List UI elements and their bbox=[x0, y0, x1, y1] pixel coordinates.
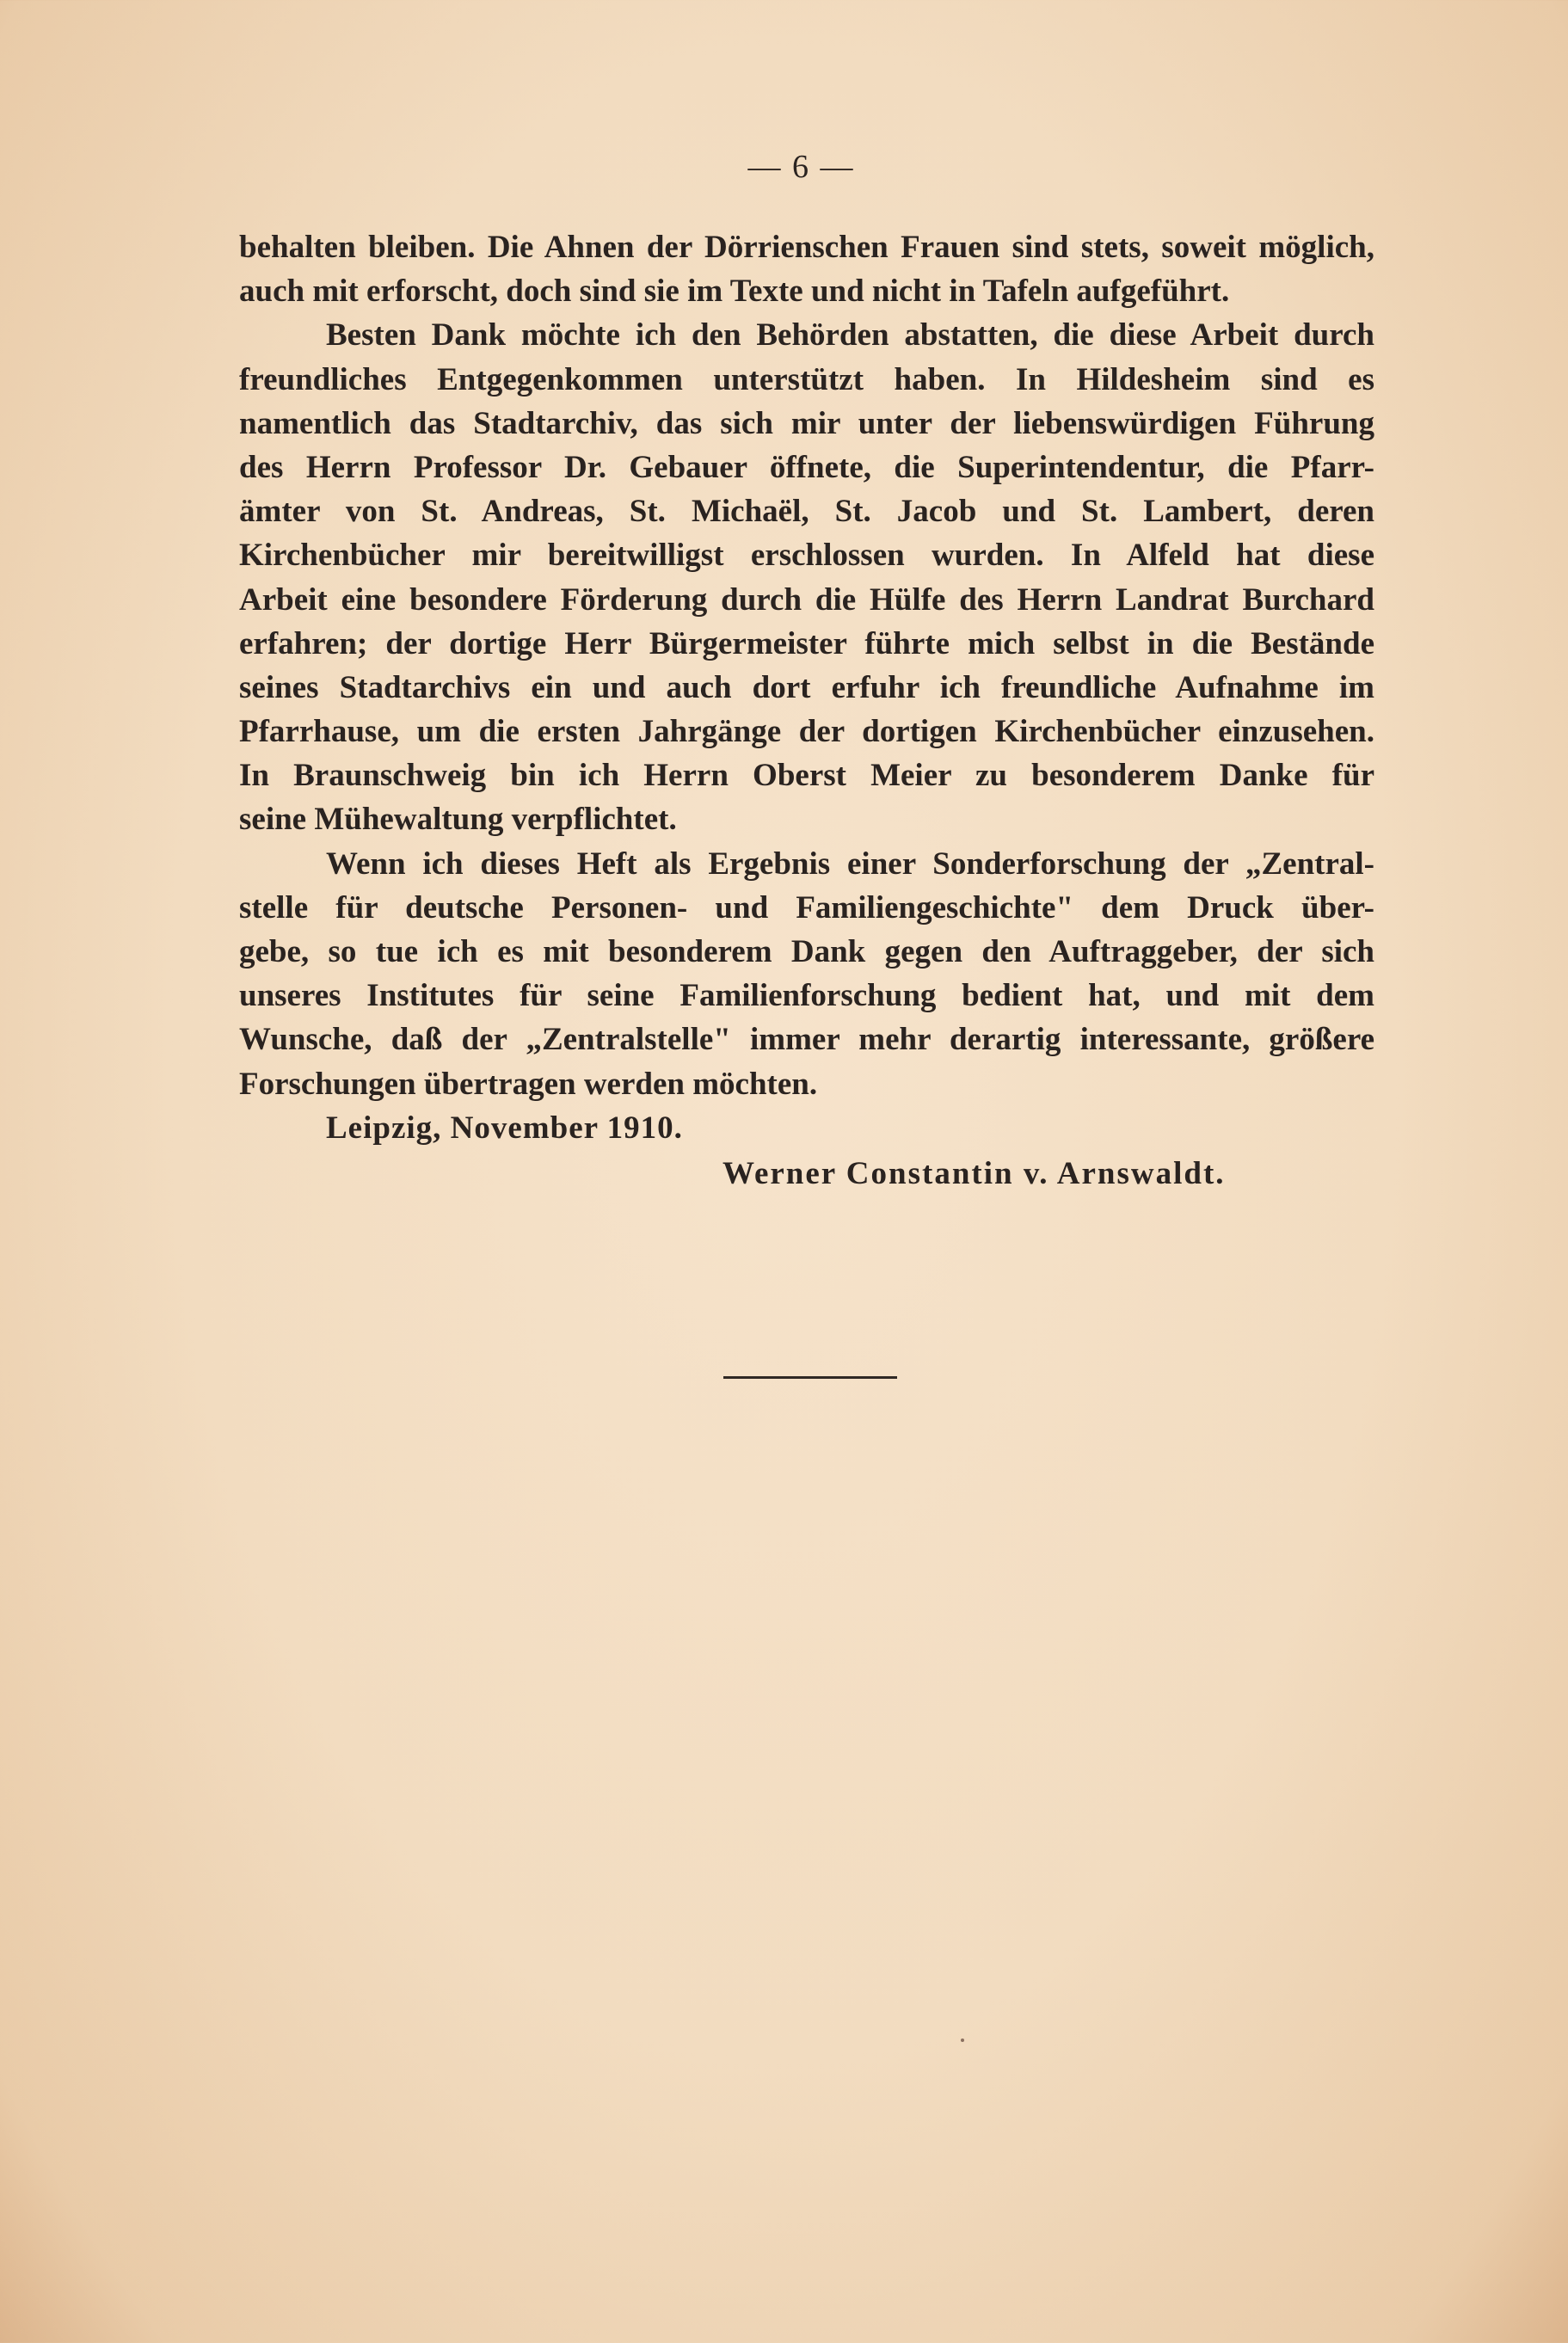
text-line: ämter von St. Andreas, St. Michaël, St. Jacob und St. Lambert, deren bbox=[239, 494, 1374, 530]
text-line: Besten Dank möchte ich den Behörden abstatten, die diese Arbeit durch bbox=[326, 317, 1374, 354]
text-line: behalten bleiben. Die Ahnen der Dörrienschen Frauen sind stets, soweit möglich, bbox=[239, 230, 1374, 265]
text-line: seine Mühewaltung verpflichtet. bbox=[239, 802, 677, 838]
text-line: des Herrn Professor Dr. Gebauer öffnete, die Superintendentur, die Pfarr- bbox=[239, 449, 1374, 485]
text-line: stelle für deutsche Personen- und Familiengeschichte" dem Druck über- bbox=[239, 889, 1374, 926]
text-line: seines Stadtarchivs ein und auch dort erfuhr ich freundliche Aufnahme im bbox=[239, 669, 1374, 705]
body-text bbox=[239, 225, 1374, 1106]
text-line: freundliches Entgegenkommen unterstützt haben. In Hildesheim sind es bbox=[239, 361, 1374, 397]
text-line: Kirchenbücher mir bereitwilligst erschlossen wurden. In Alfeld hat diese bbox=[239, 538, 1374, 574]
text-line: In Braunschweig bin ich Herrn Oberst Meier zu besonderem Danke für bbox=[239, 758, 1374, 794]
place-date: Leipzig, November 1910. bbox=[326, 1110, 683, 1146]
text-line: gebe, so tue ich es mit besonderem Dank gegen den Auftraggeber, der sich bbox=[239, 934, 1374, 969]
text-line: Wunsche, daß der „Zentralstelle" immer mehr derartig interessante, größere bbox=[239, 1022, 1374, 1058]
signature: Werner Constantin v. Arnswaldt. bbox=[723, 1156, 1226, 1191]
text-line: erfahren; der dortige Herr Bürgermeister führte mich selbst in die Bestände bbox=[239, 625, 1374, 661]
page-number: — 6 — bbox=[747, 149, 855, 185]
text-line: Wenn ich dieses Heft als Ergebnis einer Sonderforschung der „Zentral- bbox=[326, 846, 1374, 882]
text-line: Pfarrhause, um die ersten Jahrgänge der dortigen Kirchenbücher einzusehen. bbox=[239, 714, 1374, 750]
text-line: auch mit erforscht, doch sind sie im Texte und nicht in Tafeln aufgeführt. bbox=[239, 274, 1230, 310]
closing-rule bbox=[723, 1376, 897, 1379]
text-line: Forschungen übertragen werden möchten. bbox=[239, 1066, 818, 1102]
paper-speck bbox=[961, 2039, 964, 2042]
text-line: namentlich das Stadtarchiv, das sich mir unter der liebenswürdigen Führung bbox=[239, 405, 1374, 441]
text-line: unseres Institutes für seine Familienforschung bedient hat, und mit dem bbox=[239, 978, 1374, 1014]
text-line: Arbeit eine besondere Förderung durch die Hülfe des Herrn Landrat Burchard bbox=[239, 581, 1374, 618]
